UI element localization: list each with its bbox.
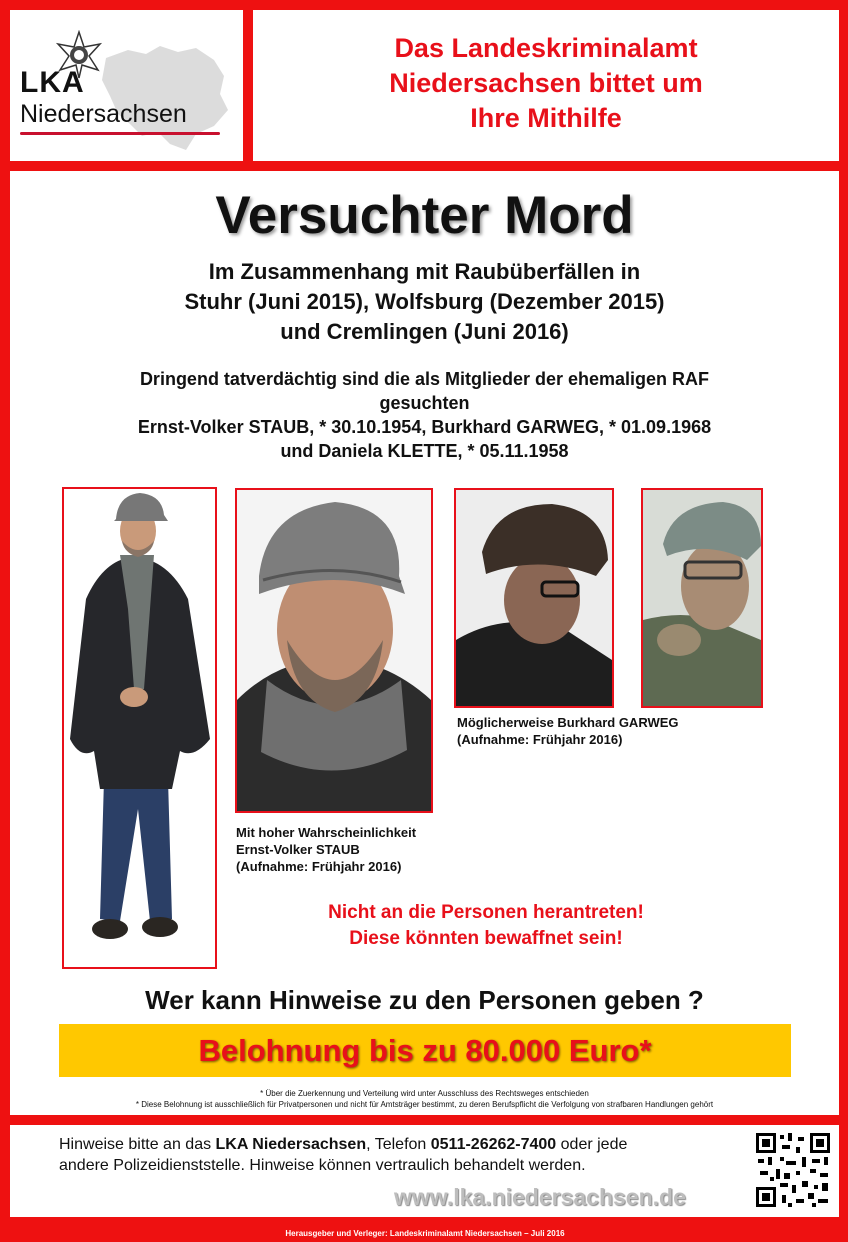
- footnote: * Diese Belohnung ist ausschließlich für Privatpersonen und nicht für Amtsträger bestimmt, zu deren Berufspflicht die Verfolgung von strafbaren Handlungen gehört: [135, 1100, 714, 1109]
- logo-box: [10, 10, 243, 161]
- caption-line: Ernst-Volker STAUB: [236, 842, 360, 857]
- footnote: * Über die Zuerkennung und Verteilung wird unter Ausschluss des Rechtsweges entschieden: [260, 1089, 589, 1098]
- contact-phone[interactable]: 0511-26262-7400: [430, 1136, 557, 1153]
- footnotes: [20, 1088, 829, 1110]
- publisher-line: Herausgeber und Verleger: Landeskriminalamt Niedersachsen – Juli 2016: [285, 1229, 565, 1238]
- contact-org: LKA Niedersachsen: [215, 1136, 367, 1153]
- header-line: Das Landeskriminalamt: [394, 33, 698, 63]
- contact-text-3: oder jede: [556, 1136, 628, 1153]
- contact-text: [59, 1134, 739, 1176]
- header-line: Niedersachsen bittet um: [389, 68, 703, 98]
- header-box: [253, 10, 839, 161]
- subtitle-line: Im Zusammenhang mit Raubüberfällen in: [208, 259, 641, 284]
- caption-line: (Aufnahme: Frühjahr 2016): [236, 859, 402, 874]
- suspects-line: Ernst-Volker STAUB, * 30.10.1954, Burkhard GARWEG, * 01.09.1968: [137, 417, 712, 437]
- subtitle-line: Stuhr (Juni 2015), Wolfsburg (Dezember 2015): [184, 289, 665, 314]
- suspects-text: [10, 367, 839, 463]
- caption-line: Mit hoher Wahrscheinlichkeit: [236, 825, 417, 840]
- photo-garweg-1: [454, 488, 614, 708]
- qr-code-icon: [756, 1133, 830, 1207]
- warning-line: Diese könnten bewaffnet sein!: [349, 928, 623, 949]
- suspects-line: gesuchten: [379, 393, 470, 413]
- header-line: Ihre Mithilfe: [470, 103, 622, 133]
- question-heading: Wer kann Hinweise zu den Personen geben ?: [145, 985, 704, 1015]
- caption-line: Möglicherweise Burkhard GARWEG: [457, 715, 679, 730]
- photo-staub-portrait: [235, 488, 433, 813]
- contact-text-1: Hinweise bitte an das: [59, 1136, 216, 1153]
- logo-abbr: LKA: [20, 66, 85, 99]
- warning-line: Nicht an die Personen herantreten!: [328, 902, 644, 923]
- photo-garweg-2: [641, 488, 763, 708]
- caption-garweg: [457, 714, 679, 748]
- warning-text: [236, 900, 736, 952]
- caption-staub: [236, 824, 416, 875]
- subtitle-line: und Cremlingen (Juni 2016): [280, 319, 569, 344]
- suspects-line: Dringend tatverdächtig sind die als Mitglieder der ehemaligen RAF: [139, 369, 710, 389]
- photo-staub-fullbody: [62, 487, 217, 969]
- contact-text-2: , Telefon: [366, 1136, 431, 1153]
- website-link[interactable]: www.lka.niedersachsen.de: [394, 1184, 686, 1210]
- reward-text: Belohnung bis zu 80.000 Euro*: [198, 1033, 652, 1068]
- contact-line-2: andere Polizeidienststelle. Hinweise können vertraulich behandelt werden.: [59, 1157, 586, 1174]
- header-text: [253, 31, 839, 136]
- logo-underline: [20, 132, 220, 135]
- suspects-line: und Daniela KLETTE, * 05.11.1958: [280, 441, 569, 461]
- page-title: Versuchter Mord: [215, 186, 634, 245]
- subtitle: [10, 257, 839, 347]
- logo-region: Niedersachsen: [20, 100, 187, 128]
- caption-line: (Aufnahme: Frühjahr 2016): [457, 732, 623, 747]
